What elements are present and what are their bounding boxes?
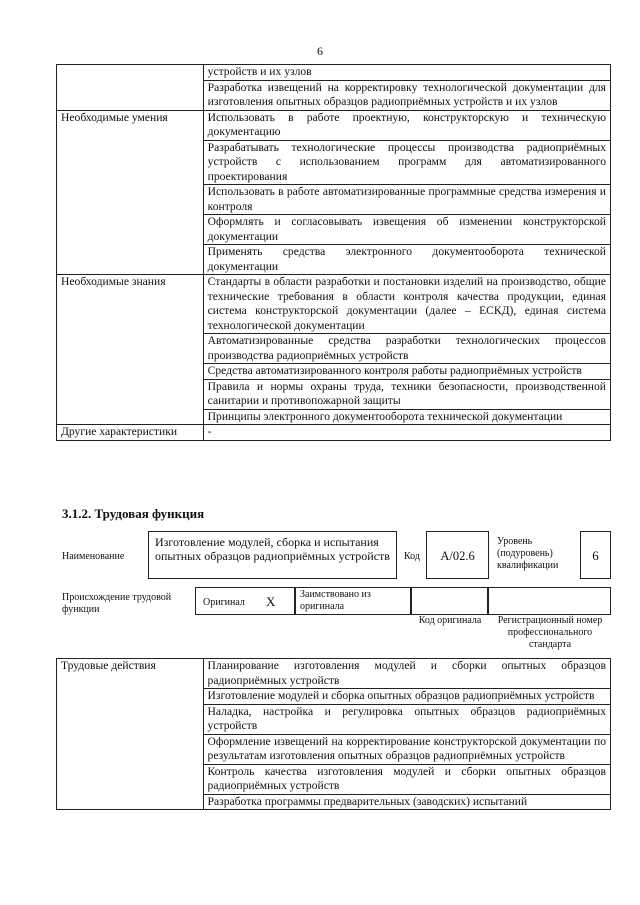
table-cell: Разработка программы предварительных (заводских) испытаний	[203, 794, 610, 810]
original-mark: X	[266, 594, 276, 609]
origin-label: Происхождение трудовой функции	[62, 592, 172, 615]
row-label-other: Другие характеристики	[57, 425, 204, 441]
code-original-label: Код оригинала	[418, 615, 482, 626]
table-cell: Средства автоматизированного контроля работы радиоприёмных устройств	[203, 364, 610, 380]
reg-number-box	[488, 587, 611, 615]
reg-number-label: Регистрационный номер профессионального стандарта	[497, 615, 603, 650]
table-cell: Разработка извещений на корректировку технологической документации для изготовления опытных образцов радиоприёмных устройств и их узлов	[203, 80, 610, 110]
row-label	[57, 65, 204, 111]
row-label-actions: Трудовые действия	[57, 659, 204, 810]
requirements-table	[56, 64, 611, 441]
page-number: 6	[317, 44, 323, 58]
level-box: 6	[580, 531, 611, 579]
level-label: Уровень (подуровень) квалификации	[497, 536, 559, 571]
section-title: 3.1.2. Трудовая функция	[62, 506, 205, 521]
borrowed-label: Заимствовано из оригинала	[300, 589, 371, 612]
function-name-box: Изготовление модулей, сборка и испытания опытных образцов радиоприёмных устройств	[148, 531, 397, 579]
table-cell: Автоматизированные средства разработки технологических процессов производства радиоприёмных устройств	[203, 334, 610, 364]
table-cell: -	[203, 425, 610, 441]
table-cell: Контроль качества изготовления модулей и сборки опытных образцов радиоприёмных устройств	[203, 764, 610, 794]
table-cell: Принципы электронного документооборота технической документации	[203, 409, 610, 425]
table-cell: Планирование изготовления модулей и сборки опытных образцов радиоприёмных устройств	[203, 659, 610, 689]
row-label-knowledge: Необходимые знания	[57, 275, 204, 425]
table-cell: Разрабатывать технологические процессы производства радиоприёмных устройств с использованием программ для автоматизированного проектирования	[203, 140, 610, 185]
table-cell: Использовать в работе автоматизированные программные средства измерения и контроля	[203, 185, 610, 215]
original-label: Оригинал	[203, 597, 245, 608]
table-cell: Оформлять и согласовывать извещения об изменении конструкторской документации	[203, 215, 610, 245]
table-cell: Изготовление модулей и сборка опытных образцов радиоприёмных устройств	[203, 689, 610, 705]
code-box: A/02.6	[426, 531, 489, 579]
code-label: Код	[404, 551, 420, 562]
table-cell: Наладка, настройка и регулировка опытных образцов радиоприёмных устройств	[203, 704, 610, 734]
code-original-box	[411, 587, 488, 615]
labor-actions-table	[56, 658, 611, 810]
table-cell: Правила и нормы охраны труда, техники безопасности, производственной санитарии и противопожарной защиты	[203, 379, 610, 409]
table-cell: Стандарты в области разработки и постановки изделий на производство, общие технические требования в области контроля качества продукции, единая система конструкторской документации (далее – ЕСКД), единая система технологической документации	[203, 275, 610, 334]
name-label: Наименование	[62, 551, 125, 562]
table-cell: Оформление извещений на корректирование конструкторской документации по результатам изготовления опытных образцов радиоприёмных устройств	[203, 734, 610, 764]
table-cell: Применять средства электронного документооборота технической документации	[203, 245, 610, 275]
row-label-skills: Необходимые умения	[57, 110, 204, 275]
table-cell: Использовать в работе проектную, конструкторскую и техническую документацию	[203, 110, 610, 140]
table-cell: устройств и их узлов	[203, 65, 610, 81]
